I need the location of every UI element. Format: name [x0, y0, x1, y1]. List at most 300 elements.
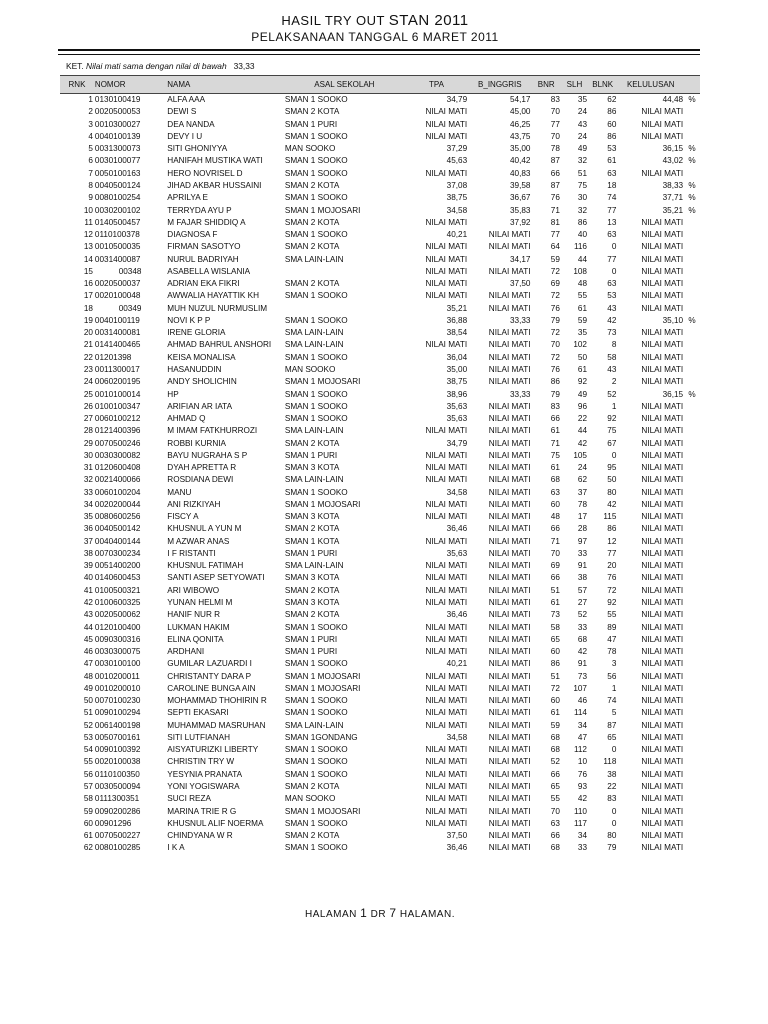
cell-name: TERRYDA AYU P [167, 205, 232, 215]
cell-percent [684, 376, 700, 388]
cell-result: 35,10 [662, 315, 684, 325]
column-header-wrong: SLH [561, 76, 588, 94]
cell-tpa: NILAI MATI [425, 647, 468, 657]
cell-name: HANIFAH MUSTIKA WATI [167, 156, 263, 166]
cell-percent [684, 646, 700, 658]
cell-rank: 41 [83, 585, 93, 595]
cell-wrong: 57 [577, 585, 587, 595]
cell-school [284, 303, 405, 315]
cell-number: 0080100285 [94, 843, 141, 853]
cell-result: NILAI MATI [641, 254, 684, 264]
cell-school: SMAN 2 KOTA [284, 242, 340, 252]
cell-percent [684, 585, 700, 597]
footer-word: DR [370, 909, 387, 920]
cell-tpa: 34,58 [446, 732, 468, 742]
cell-english: NILAI MATI [488, 561, 531, 571]
cell-rank: 33 [83, 487, 93, 497]
table-row [60, 204, 700, 216]
cell-name: KHUSNUL FATIMAH [167, 561, 244, 571]
cell-number: 0140500457 [94, 217, 141, 227]
cell-english: 40,83 [509, 168, 531, 178]
cell-english: NILAI MATI [488, 475, 531, 485]
table-row [60, 511, 700, 523]
cell-blank: 74 [607, 696, 617, 706]
cell-english: NILAI MATI [488, 548, 531, 558]
cell-rank: 1 [88, 95, 93, 105]
cell-school: SMAN 1 SOOKO [284, 622, 348, 632]
cell-rank: 48 [83, 671, 93, 681]
cell-tpa: NILAI MATI [425, 794, 468, 804]
cell-tpa: NILAI MATI [425, 769, 468, 779]
cell-tpa: NILAI MATI [425, 720, 468, 730]
cell-percent [684, 548, 700, 560]
cell-result: NILAI MATI [641, 585, 684, 595]
cell-rank: 12 [83, 230, 93, 240]
cell-tpa: NILAI MATI [425, 168, 468, 178]
cell-rank: 42 [83, 598, 93, 608]
cell-percent [684, 106, 700, 118]
cell-result: 44,48 [662, 95, 684, 105]
cell-tpa: 34,79 [446, 95, 468, 105]
cell-correct: 48 [550, 512, 560, 522]
cell-name: CHRISTIN TRY W [167, 757, 235, 767]
cell-rank: 5 [88, 144, 93, 154]
cell-name: DYAH APRETTA R [167, 463, 237, 473]
title-text: HASIL TRY OUT [281, 13, 389, 28]
cell-english: NILAI MATI [488, 818, 531, 828]
cell-school: SMAN 3 KOTA [284, 512, 340, 522]
cell-school: SMAN 1 MOJOSARI [284, 806, 361, 816]
cell-wrong: 34 [577, 720, 587, 730]
cell-tpa: NILAI MATI [425, 708, 468, 718]
cell-correct: 51 [550, 585, 560, 595]
cell-english: NILAI MATI [488, 598, 531, 608]
document-subtitle: PELAKSANAAN TANGGAL 6 MARET 2011 [251, 30, 499, 44]
cell-number: 0020500053 [94, 107, 141, 117]
cell-english: NILAI MATI [488, 647, 531, 657]
cell-number: 0070100230 [94, 696, 141, 706]
cell-number: 0060100204 [94, 487, 141, 497]
cell-result: NILAI MATI [641, 720, 684, 730]
cell-blank: 43 [607, 303, 617, 313]
cell-school: SMAN 2 KOTA [284, 180, 340, 190]
cell-percent [684, 732, 700, 744]
cell-correct: 75 [550, 450, 560, 460]
cell-english: 40,42 [509, 156, 531, 166]
cell-school: SMAN 1 SOOKO [284, 487, 348, 497]
cell-wrong: 105 [573, 450, 587, 460]
cell-name: IRENE GLORIA [167, 328, 226, 338]
cell-rank: 55 [83, 757, 93, 767]
cell-correct: 72 [550, 683, 560, 693]
cell-english: NILAI MATI [488, 745, 531, 755]
cell-english: NILAI MATI [488, 720, 531, 730]
cell-correct: 60 [550, 499, 560, 509]
cell-name: ARIFIAN AR IATA [167, 401, 233, 411]
cell-tpa: 35,63 [446, 401, 468, 411]
cell-correct: 68 [550, 475, 560, 485]
cell-percent [684, 560, 700, 572]
cell-name: ASABELLA WISLANIA [167, 266, 251, 276]
cell-english: NILAI MATI [488, 340, 531, 350]
cell-name: HP [167, 389, 179, 399]
table-row [60, 437, 700, 449]
cell-correct: 73 [550, 610, 560, 620]
cell-english: 35,83 [509, 205, 531, 215]
cell-wrong: 73 [577, 671, 587, 681]
cell-school: SMAN 1 PURI [284, 119, 338, 129]
cell-blank: 0 [611, 266, 617, 276]
cell-name: M FAJAR SHIDDIQ A [167, 217, 246, 227]
cell-wrong: 50 [577, 352, 587, 362]
cell-name: HANIF NUR R [167, 610, 221, 620]
cell-school: SMAN 1 PURI [284, 634, 338, 644]
cell-blank: 89 [607, 622, 617, 632]
cell-tpa: 40,21 [446, 230, 468, 240]
cell-english: NILAI MATI [488, 524, 531, 534]
cell-wrong: 24 [577, 463, 587, 473]
cell-tpa: NILAI MATI [425, 450, 468, 460]
cell-english: NILAI MATI [488, 352, 531, 362]
cell-wrong: 17 [577, 512, 587, 522]
cell-result: NILAI MATI [641, 671, 684, 681]
cell-result: NILAI MATI [641, 230, 684, 240]
table-row [60, 364, 700, 376]
cell-wrong: 22 [577, 414, 587, 424]
cell-name: I K A [167, 843, 185, 853]
cell-percent [684, 364, 700, 376]
cell-wrong: 47 [577, 732, 587, 742]
cell-number: 0030300082 [94, 450, 141, 460]
cell-tpa: NILAI MATI [425, 757, 468, 767]
cell-blank: 42 [607, 315, 617, 325]
cell-rank: 44 [83, 622, 93, 632]
cell-english: 39,58 [509, 180, 531, 190]
cell-result: NILAI MATI [641, 598, 684, 608]
cell-tpa: NILAI MATI [425, 585, 468, 595]
footer-word: HALAMAN. [399, 909, 455, 920]
cell-number: 0020100038 [94, 757, 141, 767]
cell-tpa: 37,50 [446, 831, 468, 841]
cell-percent [684, 303, 700, 315]
cell-name: ALFA AAA [167, 95, 206, 105]
table-row [60, 781, 700, 793]
cell-english: 34,17 [509, 254, 531, 264]
column-header-percent [684, 76, 700, 94]
cell-percent [684, 842, 700, 854]
cell-result: 35,21 [662, 205, 684, 215]
cell-percent: % [688, 193, 696, 203]
cell-rank: 56 [83, 769, 93, 779]
cell-tpa: NILAI MATI [425, 696, 468, 706]
cell-percent [684, 290, 700, 302]
cell-rank: 45 [83, 634, 93, 644]
cell-name: APRILYA E [167, 193, 208, 203]
cell-tpa: 37,29 [446, 144, 468, 154]
cell-name: BAYU NUGRAHA S P [167, 450, 248, 460]
cell-percent: % [688, 315, 696, 325]
cell-tpa: NILAI MATI [425, 806, 468, 816]
cell-percent: % [688, 156, 696, 166]
cell-english: NILAI MATI [488, 585, 531, 595]
cell-percent [684, 609, 700, 621]
cell-school: SMA LAIN-LAIN [284, 720, 344, 730]
page-total: 7 [389, 906, 397, 920]
cell-number: 0090100392 [94, 745, 141, 755]
cell-number: 0120100400 [94, 622, 141, 632]
cell-result: 36,15 [662, 144, 684, 154]
cell-number: 0030200102 [94, 205, 141, 215]
cell-wrong: 28 [577, 524, 587, 534]
cell-tpa: 45,63 [446, 156, 468, 166]
cell-number: 0060200195 [94, 377, 141, 387]
cell-name: DEA NANDA [167, 119, 215, 129]
cell-wrong: 93 [577, 782, 587, 791]
cell-wrong: 24 [577, 107, 587, 117]
cell-wrong: 68 [577, 634, 587, 644]
cell-percent [684, 511, 700, 523]
cell-name: AHMAD Q [167, 414, 206, 424]
table-row [60, 499, 700, 511]
cell-wrong: 102 [573, 340, 587, 350]
cell-blank: 63 [607, 279, 617, 289]
cell-percent [684, 487, 700, 499]
cell-wrong: 86 [577, 217, 587, 227]
cell-result: NILAI MATI [641, 119, 684, 129]
cell-tpa: 36,46 [446, 843, 468, 853]
cell-correct: 69 [550, 279, 560, 289]
cell-name: DEWI S [167, 107, 197, 117]
table-row [60, 487, 700, 499]
table-row [60, 143, 700, 155]
table-row [60, 585, 700, 597]
cell-number: 0100100347 [94, 401, 141, 411]
cell-percent [684, 769, 700, 781]
page-number: 1 [360, 906, 368, 920]
cell-result: NILAI MATI [641, 782, 684, 791]
cell-correct: 68 [550, 843, 560, 853]
cell-blank: 13 [607, 217, 617, 227]
cell-rank: 49 [83, 683, 93, 693]
cell-tpa: NILAI MATI [425, 119, 468, 129]
table-row [60, 106, 700, 118]
cell-rank: 6 [88, 156, 93, 166]
cell-school: SMAN 2 KOTA [284, 524, 340, 534]
cell-number: 01201398 [94, 352, 132, 362]
cell-english: NILAI MATI [488, 291, 531, 301]
table-row [60, 180, 700, 192]
cell-number: 0020200044 [94, 499, 141, 509]
cell-school: SMAN 1 SOOKO [284, 291, 348, 301]
cell-result: NILAI MATI [641, 659, 684, 669]
cell-result: NILAI MATI [641, 266, 684, 276]
cell-result: NILAI MATI [641, 450, 684, 460]
cell-number: 0031400081 [94, 328, 141, 338]
cell-english: 33,33 [509, 389, 531, 399]
column-header-number: NOMOR [94, 76, 166, 94]
cell-blank: 87 [607, 720, 617, 730]
cell-school: SMAN 2 KOTA [284, 107, 340, 117]
cell-name: SITI LUTFIANAH [167, 732, 231, 742]
cell-blank: 0 [611, 818, 617, 828]
cell-english: NILAI MATI [488, 806, 531, 816]
cell-number: 0090100294 [94, 708, 141, 718]
cell-wrong: 96 [577, 401, 587, 411]
table-row [60, 683, 700, 695]
cell-result: NILAI MATI [641, 401, 684, 411]
cell-english: NILAI MATI [488, 610, 531, 620]
cell-tpa: NILAI MATI [425, 561, 468, 571]
table-row [60, 192, 700, 204]
cell-result: NILAI MATI [641, 107, 684, 117]
cell-blank: 58 [607, 352, 617, 362]
cell-result: NILAI MATI [641, 696, 684, 706]
cell-wrong: 35 [577, 95, 587, 105]
cell-percent [684, 597, 700, 609]
cell-school: SMAN 2 KOTA [284, 438, 340, 448]
table-row [60, 805, 700, 817]
table-row [60, 450, 700, 462]
cell-tpa: 35,63 [446, 548, 468, 558]
cell-percent: % [688, 180, 696, 190]
cell-percent [684, 413, 700, 425]
cell-result: NILAI MATI [641, 843, 684, 853]
cell-wrong: 114 [573, 708, 587, 718]
cell-rank: 11 [84, 217, 93, 227]
table-row [60, 732, 700, 744]
cell-english: NILAI MATI [488, 683, 531, 693]
cell-english: NILAI MATI [488, 487, 531, 497]
cell-result: NILAI MATI [641, 732, 684, 742]
cell-result: NILAI MATI [641, 512, 684, 522]
cell-name: HERO NOVRISEL D [167, 168, 243, 178]
cell-school: MAN SOOKO [284, 794, 336, 804]
cell-percent [684, 450, 700, 462]
cell-rank: 19 [83, 315, 93, 325]
cell-school: SMA LAIN-LAIN [284, 426, 344, 436]
cell-name: FIRMAN SASOTYO [167, 242, 241, 252]
table-row [60, 352, 700, 364]
cell-result: NILAI MATI [641, 818, 684, 828]
cell-number: 0100600325 [94, 598, 141, 608]
cell-result: NILAI MATI [641, 242, 684, 252]
cell-number: 0121400396 [94, 426, 141, 436]
cell-blank: 1 [611, 683, 617, 693]
cell-result: NILAI MATI [641, 364, 684, 374]
cell-blank: 65 [607, 732, 617, 742]
cell-english: NILAI MATI [488, 414, 531, 424]
cell-result: NILAI MATI [641, 291, 684, 301]
cell-result: NILAI MATI [641, 524, 684, 534]
cell-school: SMAN 1 KOTA [284, 536, 340, 546]
cell-tpa: 40,21 [446, 659, 468, 669]
cell-blank: 72 [607, 585, 617, 595]
table-row [60, 462, 700, 474]
cell-correct: 68 [550, 732, 560, 742]
cell-wrong: 33 [577, 548, 587, 558]
cell-correct: 69 [550, 561, 560, 571]
cell-school: SMAN 1 SOOKO [284, 230, 348, 240]
cell-blank: 53 [607, 291, 617, 301]
cell-result: NILAI MATI [641, 745, 684, 755]
cell-blank: 63 [607, 168, 617, 178]
cell-school: SMA LAIN-LAIN [284, 328, 344, 338]
cell-result: NILAI MATI [641, 499, 684, 509]
column-header-blank: BLNK [588, 76, 617, 94]
cell-correct: 87 [550, 156, 560, 166]
cell-correct: 87 [550, 180, 560, 190]
table-row [60, 548, 700, 560]
cell-name: CHINDYANA W R [167, 831, 233, 841]
cell-tpa: NILAI MATI [425, 573, 468, 583]
cell-blank: 73 [607, 328, 617, 338]
cell-result: NILAI MATI [641, 131, 684, 141]
cell-number: 0090300316 [94, 634, 141, 644]
cell-tpa: NILAI MATI [425, 683, 468, 693]
cell-name: DEVY I U [167, 131, 203, 141]
cell-result: 38,33 [662, 180, 684, 190]
cell-number: 0070300234 [94, 548, 141, 558]
cell-correct: 66 [550, 769, 560, 779]
cell-school: SMAN 1 SOOKO [284, 156, 348, 166]
cell-correct: 83 [550, 401, 560, 411]
cell-school: SMAN 1 SOOKO [284, 131, 348, 141]
cell-rank: 17 [83, 291, 93, 301]
cell-school: SMAN 1GONDANG [284, 732, 358, 742]
note-line [66, 61, 255, 71]
cell-english: 43,75 [509, 131, 531, 141]
cell-name: KEISA MONALISA [167, 352, 236, 362]
cell-blank: 0 [611, 806, 617, 816]
cell-correct: 70 [550, 548, 560, 558]
cell-wrong: 91 [577, 561, 587, 571]
cell-blank: 42 [607, 499, 617, 509]
table-row [60, 131, 700, 143]
cell-percent [684, 327, 700, 339]
cell-name: GUMILAR LAZUARDI I [167, 659, 252, 669]
cell-school: SMAN 1 SOOKO [284, 414, 348, 424]
cell-number: 0110100350 [94, 769, 140, 779]
cell-correct: 66 [550, 168, 560, 178]
cell-english: NILAI MATI [488, 831, 531, 841]
cell-number: 0030300075 [94, 647, 141, 657]
cell-rank: 4 [88, 131, 93, 141]
cell-rank: 51 [83, 708, 93, 718]
cell-number: 0080600256 [94, 512, 141, 522]
cell-wrong: 48 [577, 279, 587, 289]
cell-correct: 66 [550, 524, 560, 534]
cell-tpa: NILAI MATI [425, 279, 468, 289]
cell-blank: 80 [607, 487, 617, 497]
cell-name: ARDHANI [167, 647, 205, 657]
cell-result: NILAI MATI [641, 806, 684, 816]
cell-tpa: NILAI MATI [425, 291, 468, 301]
cell-english: NILAI MATI [488, 401, 531, 411]
cell-number: 0021400066 [94, 475, 141, 485]
cell-blank: 92 [607, 414, 617, 424]
cell-wrong: 62 [577, 475, 587, 485]
table-row [60, 278, 700, 290]
cell-correct: 66 [550, 573, 560, 583]
cell-school: SMAN 2 KOTA [284, 279, 340, 289]
cell-tpa: NILAI MATI [425, 217, 468, 227]
cell-blank: 77 [607, 205, 617, 215]
cell-wrong: 24 [577, 131, 587, 141]
cell-rank: 57 [83, 782, 93, 791]
cell-english: NILAI MATI [488, 671, 531, 681]
cell-school: SMAN 3 KOTA [284, 598, 340, 608]
table-row [60, 315, 700, 327]
